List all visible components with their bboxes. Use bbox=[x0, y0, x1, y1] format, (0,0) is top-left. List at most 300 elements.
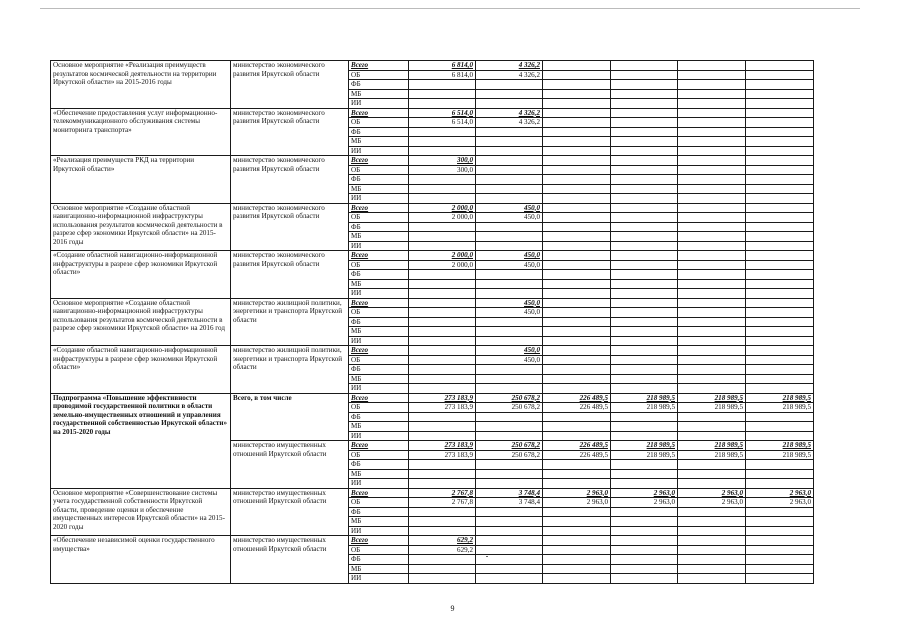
executor-name: министерство имущественных отношений Иркутской области bbox=[231, 441, 349, 489]
value-cell: 450,0 bbox=[476, 308, 543, 318]
source-cell: МБ bbox=[349, 184, 409, 194]
value-cell bbox=[409, 384, 476, 394]
source-cell: Всего bbox=[349, 393, 409, 403]
value-cell bbox=[678, 194, 746, 204]
value-cell bbox=[678, 308, 746, 318]
source-cell: МБ bbox=[349, 422, 409, 432]
value-cell: 273 183,9 bbox=[409, 450, 476, 460]
value-cell bbox=[611, 384, 678, 394]
value-cell bbox=[746, 536, 814, 546]
value-cell bbox=[678, 336, 746, 346]
source-cell: Всего bbox=[349, 441, 409, 451]
value-cell bbox=[611, 431, 678, 441]
value-cell bbox=[409, 479, 476, 489]
value-cell bbox=[476, 279, 543, 289]
source-cell: МБ bbox=[349, 469, 409, 479]
table-row bbox=[51, 203, 814, 213]
value-cell bbox=[409, 412, 476, 422]
source-cell: ОБ bbox=[349, 450, 409, 460]
value-cell bbox=[746, 175, 814, 185]
value-cell bbox=[476, 232, 543, 242]
value-cell bbox=[543, 374, 611, 384]
value-cell: 2 963,0 bbox=[746, 488, 814, 498]
value-cell bbox=[678, 317, 746, 327]
value-cell bbox=[611, 222, 678, 232]
value-cell bbox=[409, 175, 476, 185]
value-cell: 300,0 bbox=[409, 156, 476, 166]
value-cell: 226 489,5 bbox=[543, 393, 611, 403]
value-cell bbox=[543, 336, 611, 346]
value-cell bbox=[476, 374, 543, 384]
value-cell bbox=[543, 431, 611, 441]
value-cell bbox=[543, 165, 611, 175]
value-cell bbox=[678, 232, 746, 242]
value-cell bbox=[409, 298, 476, 308]
value-cell bbox=[543, 108, 611, 118]
value-cell bbox=[746, 99, 814, 109]
value-cell bbox=[678, 99, 746, 109]
value-cell bbox=[409, 80, 476, 90]
value-cell bbox=[611, 89, 678, 99]
value-cell bbox=[409, 127, 476, 137]
value-cell bbox=[476, 222, 543, 232]
value-cell bbox=[543, 146, 611, 156]
executor-name: министерство экономического развития Иркутской области bbox=[231, 61, 349, 109]
value-cell bbox=[611, 289, 678, 299]
value-cell bbox=[476, 545, 543, 555]
source-cell: ФБ bbox=[349, 555, 409, 565]
value-cell: 2 000,0 bbox=[409, 213, 476, 223]
value-cell bbox=[409, 194, 476, 204]
value-cell bbox=[476, 564, 543, 574]
executor-name: министерство имущественных отношений Иркутской области bbox=[231, 536, 349, 584]
value-cell bbox=[409, 365, 476, 375]
value-cell bbox=[476, 80, 543, 90]
activity-name: «Обеспечение предоставления услуг информационно-телекоммуникационного обслуживания системы мониторинга транспорта» bbox=[51, 108, 231, 156]
value-cell bbox=[678, 222, 746, 232]
table-row bbox=[51, 61, 814, 71]
subprogram-total-label: Всего, в том числе bbox=[231, 393, 349, 441]
activity-name: Основное мероприятие «Совершенствование системы учета государственной собственности Иркутской области, проведение оценки и обеспечение имущественных интересов Иркутской области» на 2015-2020 годы bbox=[51, 488, 231, 536]
value-cell bbox=[746, 327, 814, 337]
value-cell bbox=[543, 298, 611, 308]
executor-name: министерство экономического развития Иркутской области bbox=[231, 156, 349, 204]
value-cell bbox=[678, 526, 746, 536]
value-cell bbox=[476, 165, 543, 175]
value-cell bbox=[678, 203, 746, 213]
executor-name: министерство имущественных отношений Иркутской области bbox=[231, 488, 349, 536]
value-cell bbox=[409, 146, 476, 156]
value-cell: 2 000,0 bbox=[409, 260, 476, 270]
value-cell bbox=[678, 346, 746, 356]
source-cell: ИИ bbox=[349, 526, 409, 536]
value-cell: 226 489,5 bbox=[543, 403, 611, 413]
value-cell bbox=[476, 184, 543, 194]
table-row bbox=[51, 298, 814, 308]
value-cell: 218 989,5 bbox=[611, 393, 678, 403]
executor-name: министерство экономического развития Иркутской области bbox=[231, 203, 349, 251]
value-cell bbox=[611, 469, 678, 479]
value-cell bbox=[476, 384, 543, 394]
value-cell: 226 489,5 bbox=[543, 450, 611, 460]
value-cell bbox=[611, 279, 678, 289]
executor-name: министерство жилищной политики, энергетики и транспорта Иркутской области bbox=[231, 298, 349, 346]
value-cell: 2 000,0 bbox=[409, 251, 476, 261]
value-cell bbox=[611, 526, 678, 536]
source-cell: ФБ bbox=[349, 317, 409, 327]
value-cell bbox=[678, 213, 746, 223]
value-cell: 629,2 bbox=[409, 536, 476, 546]
value-cell bbox=[746, 251, 814, 261]
value-cell bbox=[476, 460, 543, 470]
source-cell: ОБ bbox=[349, 498, 409, 508]
value-cell bbox=[543, 422, 611, 432]
value-cell: 450,0 bbox=[476, 213, 543, 223]
value-cell: 2 963,0 bbox=[611, 488, 678, 498]
value-cell bbox=[746, 289, 814, 299]
value-cell bbox=[678, 251, 746, 261]
value-cell bbox=[678, 270, 746, 280]
value-cell: 218 989,5 bbox=[678, 403, 746, 413]
subprogram-name: Подпрограмма «Повышение эффективности проводимой государственной политики в области земельно-имущественных отношений и управления государственной собственностью Иркутской области» на 2015-2020 годы bbox=[51, 393, 231, 488]
source-cell: ОБ bbox=[349, 545, 409, 555]
value-cell bbox=[746, 469, 814, 479]
value-cell bbox=[746, 374, 814, 384]
value-cell bbox=[746, 241, 814, 251]
value-cell: 218 989,5 bbox=[678, 441, 746, 451]
value-cell bbox=[476, 175, 543, 185]
value-cell bbox=[678, 184, 746, 194]
value-cell bbox=[543, 526, 611, 536]
value-cell bbox=[409, 222, 476, 232]
value-cell bbox=[409, 89, 476, 99]
value-cell bbox=[746, 127, 814, 137]
value-cell bbox=[409, 355, 476, 365]
value-cell bbox=[611, 241, 678, 251]
value-cell bbox=[611, 99, 678, 109]
executor-name: министерство экономического развития Иркутской области bbox=[231, 108, 349, 156]
value-cell bbox=[611, 327, 678, 337]
value-cell bbox=[611, 175, 678, 185]
value-cell bbox=[476, 289, 543, 299]
value-cell: 218 989,5 bbox=[746, 393, 814, 403]
value-cell bbox=[611, 365, 678, 375]
value-cell bbox=[409, 374, 476, 384]
value-cell bbox=[409, 526, 476, 536]
value-cell bbox=[746, 298, 814, 308]
value-cell bbox=[678, 165, 746, 175]
value-cell bbox=[409, 270, 476, 280]
source-cell: МБ bbox=[349, 374, 409, 384]
value-cell bbox=[611, 70, 678, 80]
value-cell: 6 814,0 bbox=[409, 61, 476, 71]
value-cell bbox=[543, 355, 611, 365]
value-cell bbox=[611, 146, 678, 156]
value-cell bbox=[746, 555, 814, 565]
value-cell bbox=[476, 241, 543, 251]
value-cell bbox=[409, 431, 476, 441]
value-cell bbox=[746, 526, 814, 536]
value-cell bbox=[409, 460, 476, 470]
value-cell bbox=[611, 108, 678, 118]
value-cell bbox=[543, 384, 611, 394]
value-cell bbox=[543, 175, 611, 185]
value-cell: 450,0 bbox=[476, 298, 543, 308]
value-cell bbox=[543, 327, 611, 337]
source-cell: Всего bbox=[349, 536, 409, 546]
value-cell bbox=[678, 61, 746, 71]
table-row bbox=[51, 251, 814, 261]
value-cell bbox=[543, 479, 611, 489]
value-cell: 6 814,0 bbox=[409, 70, 476, 80]
scan-speck bbox=[486, 556, 488, 557]
value-cell: 250 678,2 bbox=[476, 441, 543, 451]
activity-name: Основное мероприятие «Создание областной навигационно-информационной инфраструктуры использования результатов космической деятельности в разрезе сфер экономики Иркутской области» на 2015-2016 годы bbox=[51, 203, 231, 251]
value-cell bbox=[678, 384, 746, 394]
value-cell bbox=[746, 412, 814, 422]
value-cell bbox=[543, 80, 611, 90]
value-cell: 2 963,0 bbox=[543, 488, 611, 498]
value-cell bbox=[678, 241, 746, 251]
value-cell bbox=[611, 203, 678, 213]
source-cell: ФБ bbox=[349, 175, 409, 185]
value-cell: 4 326,2 bbox=[476, 61, 543, 71]
value-cell bbox=[611, 545, 678, 555]
value-cell bbox=[611, 422, 678, 432]
value-cell bbox=[611, 564, 678, 574]
value-cell bbox=[678, 431, 746, 441]
activity-name: «Создание областной навигационно-информационной инфраструктуры в разрезе сфер экономики Иркутской области» bbox=[51, 346, 231, 394]
value-cell bbox=[746, 365, 814, 375]
value-cell bbox=[746, 213, 814, 223]
value-cell bbox=[678, 279, 746, 289]
value-cell bbox=[678, 327, 746, 337]
value-cell bbox=[746, 194, 814, 204]
value-cell: 250 678,2 bbox=[476, 403, 543, 413]
source-cell: ФБ bbox=[349, 507, 409, 517]
value-cell bbox=[611, 80, 678, 90]
value-cell bbox=[409, 422, 476, 432]
table-row bbox=[51, 346, 814, 356]
value-cell: 4 326,2 bbox=[476, 118, 543, 128]
value-cell bbox=[543, 460, 611, 470]
value-cell bbox=[611, 555, 678, 565]
value-cell bbox=[746, 61, 814, 71]
value-cell bbox=[678, 412, 746, 422]
value-cell bbox=[409, 327, 476, 337]
source-cell: ФБ bbox=[349, 365, 409, 375]
value-cell: 250 678,2 bbox=[476, 450, 543, 460]
value-cell bbox=[476, 422, 543, 432]
source-cell: МБ bbox=[349, 89, 409, 99]
value-cell bbox=[409, 507, 476, 517]
value-cell bbox=[409, 279, 476, 289]
source-cell: Всего bbox=[349, 346, 409, 356]
value-cell: 273 183,9 bbox=[409, 393, 476, 403]
activity-name: Основное мероприятие «Реализация преимуществ результатов космической деятельности на территории Иркутской области» на 2015-2016 годы bbox=[51, 61, 231, 109]
value-cell bbox=[543, 70, 611, 80]
value-cell bbox=[611, 118, 678, 128]
value-cell bbox=[611, 355, 678, 365]
value-cell bbox=[543, 412, 611, 422]
value-cell: 4 326,2 bbox=[476, 70, 543, 80]
value-cell bbox=[476, 317, 543, 327]
source-cell: Всего bbox=[349, 203, 409, 213]
source-cell: ОБ bbox=[349, 403, 409, 413]
executor-name: министерство экономического развития Иркутской области bbox=[231, 251, 349, 299]
value-cell bbox=[476, 194, 543, 204]
value-cell: 450,0 bbox=[476, 251, 543, 261]
scan-top-edge bbox=[40, 8, 860, 9]
source-cell: ФБ bbox=[349, 460, 409, 470]
source-cell: ИИ bbox=[349, 574, 409, 584]
value-cell bbox=[543, 127, 611, 137]
value-cell bbox=[678, 137, 746, 147]
value-cell bbox=[543, 89, 611, 99]
activity-name: «Реализация преимуществ РКД на территории Иркутской области» bbox=[51, 156, 231, 204]
value-cell bbox=[746, 574, 814, 584]
value-cell bbox=[543, 507, 611, 517]
value-cell bbox=[678, 298, 746, 308]
value-cell: 629,2 bbox=[409, 545, 476, 555]
value-cell: 218 989,5 bbox=[678, 393, 746, 403]
table-row bbox=[51, 488, 814, 498]
value-cell bbox=[543, 99, 611, 109]
value-cell bbox=[678, 536, 746, 546]
value-cell bbox=[678, 479, 746, 489]
value-cell bbox=[678, 89, 746, 99]
value-cell bbox=[409, 469, 476, 479]
value-cell: 6 514,0 bbox=[409, 118, 476, 128]
value-cell bbox=[409, 184, 476, 194]
value-cell bbox=[611, 412, 678, 422]
value-cell bbox=[746, 108, 814, 118]
source-cell: ИИ bbox=[349, 384, 409, 394]
value-cell bbox=[678, 289, 746, 299]
value-cell bbox=[746, 89, 814, 99]
value-cell bbox=[476, 327, 543, 337]
value-cell bbox=[543, 61, 611, 71]
value-cell bbox=[611, 336, 678, 346]
value-cell bbox=[611, 270, 678, 280]
value-cell bbox=[611, 517, 678, 527]
value-cell bbox=[543, 289, 611, 299]
value-cell bbox=[476, 127, 543, 137]
value-cell bbox=[746, 479, 814, 489]
value-cell bbox=[476, 336, 543, 346]
source-cell: ОБ bbox=[349, 355, 409, 365]
value-cell bbox=[611, 574, 678, 584]
value-cell bbox=[409, 137, 476, 147]
value-cell bbox=[746, 80, 814, 90]
source-cell: ОБ bbox=[349, 118, 409, 128]
value-cell bbox=[543, 137, 611, 147]
value-cell bbox=[611, 479, 678, 489]
value-cell: 218 989,5 bbox=[746, 441, 814, 451]
source-cell: ФБ bbox=[349, 412, 409, 422]
value-cell bbox=[611, 251, 678, 261]
value-cell bbox=[746, 422, 814, 432]
value-cell bbox=[611, 165, 678, 175]
value-cell bbox=[611, 317, 678, 327]
value-cell: 273 183,9 bbox=[409, 441, 476, 451]
value-cell bbox=[746, 507, 814, 517]
value-cell bbox=[476, 479, 543, 489]
value-cell bbox=[611, 213, 678, 223]
source-cell: МБ bbox=[349, 232, 409, 242]
value-cell bbox=[678, 574, 746, 584]
value-cell bbox=[543, 279, 611, 289]
value-cell bbox=[543, 213, 611, 223]
value-cell bbox=[746, 70, 814, 80]
value-cell bbox=[746, 317, 814, 327]
value-cell bbox=[678, 118, 746, 128]
value-cell bbox=[543, 536, 611, 546]
value-cell: 4 326,2 bbox=[476, 108, 543, 118]
value-cell bbox=[476, 137, 543, 147]
page-number: 9 bbox=[450, 604, 455, 613]
table-row bbox=[51, 156, 814, 166]
value-cell bbox=[409, 346, 476, 356]
value-cell bbox=[678, 175, 746, 185]
source-cell: МБ bbox=[349, 137, 409, 147]
value-cell bbox=[678, 517, 746, 527]
value-cell bbox=[746, 545, 814, 555]
value-cell bbox=[611, 507, 678, 517]
value-cell bbox=[678, 374, 746, 384]
value-cell: 2 963,0 bbox=[611, 498, 678, 508]
value-cell bbox=[611, 194, 678, 204]
value-cell bbox=[746, 336, 814, 346]
value-cell bbox=[746, 232, 814, 242]
value-cell bbox=[678, 555, 746, 565]
value-cell bbox=[409, 517, 476, 527]
value-cell bbox=[543, 156, 611, 166]
value-cell bbox=[678, 355, 746, 365]
value-cell bbox=[611, 260, 678, 270]
value-cell bbox=[409, 574, 476, 584]
value-cell bbox=[746, 222, 814, 232]
value-cell bbox=[678, 460, 746, 470]
source-cell: ИИ bbox=[349, 99, 409, 109]
value-cell bbox=[746, 137, 814, 147]
source-cell: МБ bbox=[349, 564, 409, 574]
value-cell: 218 989,5 bbox=[611, 441, 678, 451]
value-cell bbox=[543, 251, 611, 261]
value-cell bbox=[746, 517, 814, 527]
value-cell bbox=[476, 536, 543, 546]
value-cell bbox=[678, 127, 746, 137]
value-cell bbox=[543, 270, 611, 280]
value-cell bbox=[543, 564, 611, 574]
value-cell bbox=[476, 507, 543, 517]
value-cell: 450,0 bbox=[476, 203, 543, 213]
value-cell bbox=[678, 108, 746, 118]
value-cell: 218 989,5 bbox=[678, 450, 746, 460]
value-cell bbox=[611, 460, 678, 470]
value-cell bbox=[611, 184, 678, 194]
source-cell: ОБ bbox=[349, 213, 409, 223]
value-cell bbox=[678, 70, 746, 80]
value-cell bbox=[611, 346, 678, 356]
source-cell: ИИ bbox=[349, 241, 409, 251]
value-cell bbox=[543, 232, 611, 242]
value-cell: 450,0 bbox=[476, 260, 543, 270]
value-cell: 2 963,0 bbox=[678, 488, 746, 498]
source-cell: ИИ bbox=[349, 479, 409, 489]
value-cell bbox=[409, 308, 476, 318]
value-cell bbox=[611, 61, 678, 71]
